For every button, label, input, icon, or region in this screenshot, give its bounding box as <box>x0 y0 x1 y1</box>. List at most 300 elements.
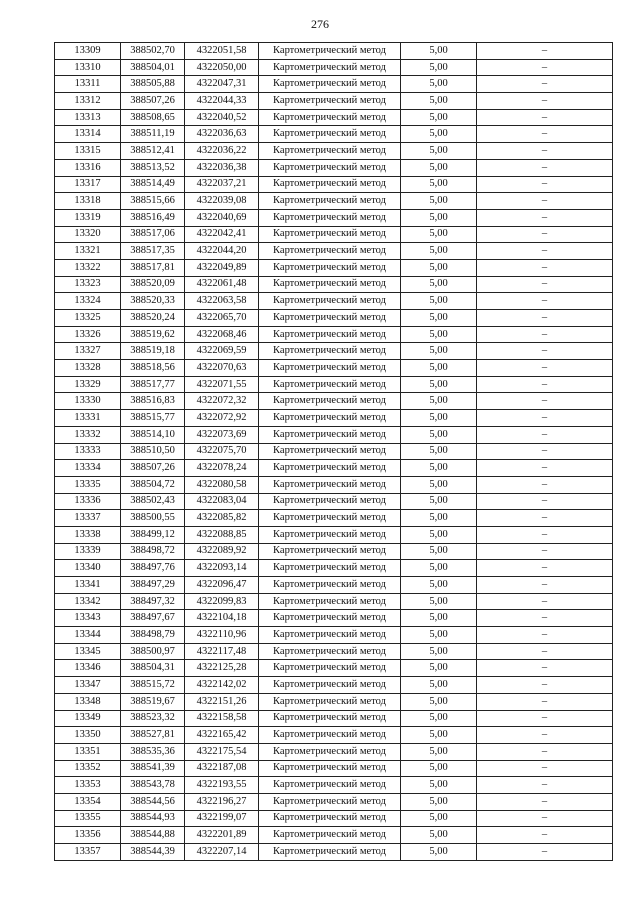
y-coordinate-cell: 4322073,69 <box>185 426 259 443</box>
accuracy-cell: 5,00 <box>401 460 477 477</box>
accuracy-cell: 5,00 <box>401 710 477 727</box>
note-cell: – <box>477 660 613 677</box>
method-cell: Картометрический метод <box>259 326 401 343</box>
point-number-cell: 13330 <box>55 393 121 410</box>
point-number-cell: 13320 <box>55 226 121 243</box>
method-cell: Картометрический метод <box>259 643 401 660</box>
point-number-cell: 13328 <box>55 360 121 377</box>
note-cell: – <box>477 259 613 276</box>
y-coordinate-cell: 4322207,14 <box>185 844 259 861</box>
table-row <box>55 209 613 226</box>
point-number-cell: 13357 <box>55 844 121 861</box>
table-row <box>55 293 613 310</box>
method-cell: Картометрический метод <box>259 677 401 694</box>
x-coordinate-cell: 388515,72 <box>121 677 185 694</box>
method-cell: Картометрический метод <box>259 143 401 160</box>
accuracy-cell: 5,00 <box>401 777 477 794</box>
table-row <box>55 243 613 260</box>
y-coordinate-cell: 4322039,08 <box>185 193 259 210</box>
table-row <box>55 193 613 210</box>
note-cell: – <box>477 176 613 193</box>
accuracy-cell: 5,00 <box>401 176 477 193</box>
x-coordinate-cell: 388514,49 <box>121 176 185 193</box>
table-row <box>55 610 613 627</box>
method-cell: Картометрический метод <box>259 376 401 393</box>
method-cell: Картометрический метод <box>259 844 401 861</box>
x-coordinate-cell: 388519,67 <box>121 693 185 710</box>
note-cell: – <box>477 126 613 143</box>
method-cell: Картометрический метод <box>259 827 401 844</box>
table-row <box>55 543 613 560</box>
table-row <box>55 743 613 760</box>
accuracy-cell: 5,00 <box>401 276 477 293</box>
accuracy-cell: 5,00 <box>401 310 477 327</box>
x-coordinate-cell: 388520,24 <box>121 310 185 327</box>
table-row <box>55 410 613 427</box>
y-coordinate-cell: 4322125,28 <box>185 660 259 677</box>
x-coordinate-cell: 388516,83 <box>121 393 185 410</box>
accuracy-cell: 5,00 <box>401 793 477 810</box>
accuracy-cell: 5,00 <box>401 76 477 93</box>
accuracy-cell: 5,00 <box>401 143 477 160</box>
y-coordinate-cell: 4322175,54 <box>185 743 259 760</box>
y-coordinate-cell: 4322040,52 <box>185 109 259 126</box>
y-coordinate-cell: 4322083,04 <box>185 493 259 510</box>
table-row <box>55 126 613 143</box>
accuracy-cell: 5,00 <box>401 660 477 677</box>
method-cell: Картометрический метод <box>259 760 401 777</box>
accuracy-cell: 5,00 <box>401 727 477 744</box>
note-cell: – <box>477 593 613 610</box>
y-coordinate-cell: 4322165,42 <box>185 727 259 744</box>
point-number-cell: 13323 <box>55 276 121 293</box>
accuracy-cell: 5,00 <box>401 326 477 343</box>
table-row <box>55 393 613 410</box>
x-coordinate-cell: 388520,09 <box>121 276 185 293</box>
note-cell: – <box>477 326 613 343</box>
x-coordinate-cell: 388543,78 <box>121 777 185 794</box>
accuracy-cell: 5,00 <box>401 827 477 844</box>
y-coordinate-cell: 4322093,14 <box>185 560 259 577</box>
y-coordinate-cell: 4322193,55 <box>185 777 259 794</box>
method-cell: Картометрический метод <box>259 727 401 744</box>
point-number-cell: 13349 <box>55 710 121 727</box>
point-number-cell: 13339 <box>55 543 121 560</box>
x-coordinate-cell: 388519,18 <box>121 343 185 360</box>
point-number-cell: 13336 <box>55 493 121 510</box>
x-coordinate-cell: 388507,26 <box>121 460 185 477</box>
note-cell: – <box>477 343 613 360</box>
note-cell: – <box>477 159 613 176</box>
table-row <box>55 727 613 744</box>
point-number-cell: 13321 <box>55 243 121 260</box>
x-coordinate-cell: 388520,33 <box>121 293 185 310</box>
table-row <box>55 159 613 176</box>
note-cell: – <box>477 76 613 93</box>
x-coordinate-cell: 388500,97 <box>121 643 185 660</box>
y-coordinate-cell: 4322104,18 <box>185 610 259 627</box>
table-row <box>55 643 613 660</box>
accuracy-cell: 5,00 <box>401 426 477 443</box>
x-coordinate-cell: 388517,81 <box>121 259 185 276</box>
accuracy-cell: 5,00 <box>401 810 477 827</box>
table-row <box>55 443 613 460</box>
point-number-cell: 13344 <box>55 627 121 644</box>
point-number-cell: 13335 <box>55 476 121 493</box>
point-number-cell: 13341 <box>55 577 121 594</box>
accuracy-cell: 5,00 <box>401 693 477 710</box>
method-cell: Картометрический метод <box>259 343 401 360</box>
accuracy-cell: 5,00 <box>401 243 477 260</box>
note-cell: – <box>477 59 613 76</box>
accuracy-cell: 5,00 <box>401 510 477 527</box>
page-number: 276 <box>311 17 329 31</box>
table-row <box>55 827 613 844</box>
point-number-cell: 13315 <box>55 143 121 160</box>
table-row <box>55 710 613 727</box>
table-row <box>55 526 613 543</box>
table-row <box>55 226 613 243</box>
x-coordinate-cell: 388517,06 <box>121 226 185 243</box>
x-coordinate-cell: 388527,81 <box>121 727 185 744</box>
x-coordinate-cell: 388502,70 <box>121 43 185 60</box>
accuracy-cell: 5,00 <box>401 760 477 777</box>
x-coordinate-cell: 388516,49 <box>121 209 185 226</box>
accuracy-cell: 5,00 <box>401 643 477 660</box>
note-cell: – <box>477 310 613 327</box>
y-coordinate-cell: 4322036,38 <box>185 159 259 176</box>
point-number-cell: 13331 <box>55 410 121 427</box>
point-number-cell: 13314 <box>55 126 121 143</box>
x-coordinate-cell: 388504,01 <box>121 59 185 76</box>
note-cell: – <box>477 143 613 160</box>
method-cell: Картометрический метод <box>259 493 401 510</box>
table-row <box>55 259 613 276</box>
x-coordinate-cell: 388497,32 <box>121 593 185 610</box>
x-coordinate-cell: 388544,39 <box>121 844 185 861</box>
method-cell: Картометрический метод <box>259 393 401 410</box>
table-row <box>55 777 613 794</box>
note-cell: – <box>477 560 613 577</box>
table-row <box>55 577 613 594</box>
method-cell: Картометрический метод <box>259 793 401 810</box>
note-cell: – <box>477 43 613 60</box>
note-cell: – <box>477 793 613 810</box>
x-coordinate-cell: 388498,79 <box>121 627 185 644</box>
note-cell: – <box>477 677 613 694</box>
table-row <box>55 593 613 610</box>
y-coordinate-cell: 4322088,85 <box>185 526 259 543</box>
x-coordinate-cell: 388508,65 <box>121 109 185 126</box>
method-cell: Картометрический метод <box>259 510 401 527</box>
note-cell: – <box>477 276 613 293</box>
x-coordinate-cell: 388511,19 <box>121 126 185 143</box>
table-row <box>55 493 613 510</box>
method-cell: Картометрический метод <box>259 43 401 60</box>
method-cell: Картометрический метод <box>259 76 401 93</box>
y-coordinate-cell: 4322072,32 <box>185 393 259 410</box>
x-coordinate-cell: 388510,50 <box>121 443 185 460</box>
x-coordinate-cell: 388504,31 <box>121 660 185 677</box>
point-number-cell: 13350 <box>55 727 121 744</box>
point-number-cell: 13352 <box>55 760 121 777</box>
method-cell: Картометрический метод <box>259 426 401 443</box>
table-row <box>55 560 613 577</box>
accuracy-cell: 5,00 <box>401 159 477 176</box>
note-cell: – <box>477 543 613 560</box>
accuracy-cell: 5,00 <box>401 226 477 243</box>
table-row <box>55 93 613 110</box>
y-coordinate-cell: 4322099,83 <box>185 593 259 610</box>
y-coordinate-cell: 4322199,07 <box>185 810 259 827</box>
y-coordinate-cell: 4322117,48 <box>185 643 259 660</box>
y-coordinate-cell: 4322050,00 <box>185 59 259 76</box>
point-number-cell: 13353 <box>55 777 121 794</box>
x-coordinate-cell: 388497,67 <box>121 610 185 627</box>
table-row <box>55 660 613 677</box>
x-coordinate-cell: 388499,12 <box>121 526 185 543</box>
method-cell: Картометрический метод <box>259 410 401 427</box>
y-coordinate-cell: 4322061,48 <box>185 276 259 293</box>
x-coordinate-cell: 388514,10 <box>121 426 185 443</box>
point-number-cell: 13332 <box>55 426 121 443</box>
y-coordinate-cell: 4322070,63 <box>185 360 259 377</box>
note-cell: – <box>477 426 613 443</box>
method-cell: Картометрический метод <box>259 577 401 594</box>
method-cell: Картометрический метод <box>259 710 401 727</box>
accuracy-cell: 5,00 <box>401 360 477 377</box>
method-cell: Картометрический метод <box>259 560 401 577</box>
x-coordinate-cell: 388512,41 <box>121 143 185 160</box>
x-coordinate-cell: 388500,55 <box>121 510 185 527</box>
method-cell: Картометрический метод <box>259 476 401 493</box>
coordinates-table <box>54 42 613 861</box>
point-number-cell: 13311 <box>55 76 121 93</box>
point-number-cell: 13324 <box>55 293 121 310</box>
point-number-cell: 13327 <box>55 343 121 360</box>
x-coordinate-cell: 388535,36 <box>121 743 185 760</box>
y-coordinate-cell: 4322187,08 <box>185 760 259 777</box>
accuracy-cell: 5,00 <box>401 627 477 644</box>
note-cell: – <box>477 526 613 543</box>
note-cell: – <box>477 710 613 727</box>
note-cell: – <box>477 510 613 527</box>
point-number-cell: 13317 <box>55 176 121 193</box>
note-cell: – <box>477 844 613 861</box>
note-cell: – <box>477 610 613 627</box>
method-cell: Картометрический метод <box>259 259 401 276</box>
table-row <box>55 844 613 861</box>
note-cell: – <box>477 827 613 844</box>
point-number-cell: 13342 <box>55 593 121 610</box>
accuracy-cell: 5,00 <box>401 43 477 60</box>
point-number-cell: 13325 <box>55 310 121 327</box>
y-coordinate-cell: 4322072,92 <box>185 410 259 427</box>
accuracy-cell: 5,00 <box>401 844 477 861</box>
table-row <box>55 793 613 810</box>
accuracy-cell: 5,00 <box>401 59 477 76</box>
x-coordinate-cell: 388519,62 <box>121 326 185 343</box>
method-cell: Картометрический метод <box>259 593 401 610</box>
accuracy-cell: 5,00 <box>401 93 477 110</box>
method-cell: Картометрический метод <box>259 93 401 110</box>
note-cell: – <box>477 743 613 760</box>
y-coordinate-cell: 4322201,89 <box>185 827 259 844</box>
table-row <box>55 510 613 527</box>
note-cell: – <box>477 293 613 310</box>
y-coordinate-cell: 4322042,41 <box>185 226 259 243</box>
y-coordinate-cell: 4322196,27 <box>185 793 259 810</box>
method-cell: Картометрический метод <box>259 810 401 827</box>
table-row <box>55 76 613 93</box>
method-cell: Картометрический метод <box>259 109 401 126</box>
note-cell: – <box>477 193 613 210</box>
accuracy-cell: 5,00 <box>401 376 477 393</box>
x-coordinate-cell: 388544,88 <box>121 827 185 844</box>
y-coordinate-cell: 4322063,58 <box>185 293 259 310</box>
table-row <box>55 376 613 393</box>
accuracy-cell: 5,00 <box>401 526 477 543</box>
point-number-cell: 13309 <box>55 43 121 60</box>
x-coordinate-cell: 388523,32 <box>121 710 185 727</box>
y-coordinate-cell: 4322089,92 <box>185 543 259 560</box>
point-number-cell: 13316 <box>55 159 121 176</box>
table-row <box>55 476 613 493</box>
point-number-cell: 13338 <box>55 526 121 543</box>
point-number-cell: 13355 <box>55 810 121 827</box>
point-number-cell: 13322 <box>55 259 121 276</box>
method-cell: Картометрический метод <box>259 777 401 794</box>
method-cell: Картометрический метод <box>259 176 401 193</box>
method-cell: Картометрический метод <box>259 126 401 143</box>
method-cell: Картометрический метод <box>259 293 401 310</box>
note-cell: – <box>477 760 613 777</box>
method-cell: Картометрический метод <box>259 276 401 293</box>
method-cell: Картометрический метод <box>259 226 401 243</box>
y-coordinate-cell: 4322085,82 <box>185 510 259 527</box>
table-row <box>55 760 613 777</box>
accuracy-cell: 5,00 <box>401 677 477 694</box>
point-number-cell: 13312 <box>55 93 121 110</box>
note-cell: – <box>477 109 613 126</box>
y-coordinate-cell: 4322110,96 <box>185 627 259 644</box>
table-row <box>55 426 613 443</box>
x-coordinate-cell: 388498,72 <box>121 543 185 560</box>
x-coordinate-cell: 388497,29 <box>121 577 185 594</box>
point-number-cell: 13310 <box>55 59 121 76</box>
table-row <box>55 693 613 710</box>
x-coordinate-cell: 388505,88 <box>121 76 185 93</box>
point-number-cell: 13337 <box>55 510 121 527</box>
point-number-cell: 13340 <box>55 560 121 577</box>
y-coordinate-cell: 4322071,55 <box>185 376 259 393</box>
method-cell: Картометрический метод <box>259 159 401 176</box>
x-coordinate-cell: 388507,26 <box>121 93 185 110</box>
note-cell: – <box>477 577 613 594</box>
table-row <box>55 627 613 644</box>
accuracy-cell: 5,00 <box>401 259 477 276</box>
y-coordinate-cell: 4322044,20 <box>185 243 259 260</box>
accuracy-cell: 5,00 <box>401 343 477 360</box>
x-coordinate-cell: 388504,72 <box>121 476 185 493</box>
note-cell: – <box>477 810 613 827</box>
table-row <box>55 143 613 160</box>
accuracy-cell: 5,00 <box>401 109 477 126</box>
x-coordinate-cell: 388517,77 <box>121 376 185 393</box>
note-cell: – <box>477 410 613 427</box>
point-number-cell: 13343 <box>55 610 121 627</box>
accuracy-cell: 5,00 <box>401 293 477 310</box>
accuracy-cell: 5,00 <box>401 743 477 760</box>
method-cell: Картометрический метод <box>259 610 401 627</box>
accuracy-cell: 5,00 <box>401 209 477 226</box>
accuracy-cell: 5,00 <box>401 493 477 510</box>
x-coordinate-cell: 388515,66 <box>121 193 185 210</box>
y-coordinate-cell: 4322068,46 <box>185 326 259 343</box>
method-cell: Картометрический метод <box>259 460 401 477</box>
accuracy-cell: 5,00 <box>401 393 477 410</box>
x-coordinate-cell: 388544,93 <box>121 810 185 827</box>
y-coordinate-cell: 4322037,21 <box>185 176 259 193</box>
x-coordinate-cell: 388541,39 <box>121 760 185 777</box>
accuracy-cell: 5,00 <box>401 443 477 460</box>
y-coordinate-cell: 4322040,69 <box>185 209 259 226</box>
point-number-cell: 13326 <box>55 326 121 343</box>
method-cell: Картометрический метод <box>259 243 401 260</box>
note-cell: – <box>477 209 613 226</box>
table-row <box>55 310 613 327</box>
accuracy-cell: 5,00 <box>401 126 477 143</box>
x-coordinate-cell: 388544,56 <box>121 793 185 810</box>
note-cell: – <box>477 493 613 510</box>
accuracy-cell: 5,00 <box>401 610 477 627</box>
note-cell: – <box>477 93 613 110</box>
table-row <box>55 343 613 360</box>
method-cell: Картометрический метод <box>259 360 401 377</box>
y-coordinate-cell: 4322158,58 <box>185 710 259 727</box>
point-number-cell: 13318 <box>55 193 121 210</box>
method-cell: Картометрический метод <box>259 743 401 760</box>
x-coordinate-cell: 388497,76 <box>121 560 185 577</box>
y-coordinate-cell: 4322142,02 <box>185 677 259 694</box>
note-cell: – <box>477 777 613 794</box>
point-number-cell: 13346 <box>55 660 121 677</box>
y-coordinate-cell: 4322080,58 <box>185 476 259 493</box>
y-coordinate-cell: 4322047,31 <box>185 76 259 93</box>
note-cell: – <box>477 376 613 393</box>
note-cell: – <box>477 727 613 744</box>
accuracy-cell: 5,00 <box>401 193 477 210</box>
point-number-cell: 13319 <box>55 209 121 226</box>
y-coordinate-cell: 4322051,58 <box>185 43 259 60</box>
point-number-cell: 13356 <box>55 827 121 844</box>
table-row <box>55 460 613 477</box>
method-cell: Картометрический метод <box>259 209 401 226</box>
accuracy-cell: 5,00 <box>401 577 477 594</box>
point-number-cell: 13348 <box>55 693 121 710</box>
point-number-cell: 13347 <box>55 677 121 694</box>
y-coordinate-cell: 4322044,33 <box>185 93 259 110</box>
table-row <box>55 360 613 377</box>
point-number-cell: 13329 <box>55 376 121 393</box>
method-cell: Картометрический метод <box>259 443 401 460</box>
note-cell: – <box>477 243 613 260</box>
accuracy-cell: 5,00 <box>401 476 477 493</box>
table-row <box>55 176 613 193</box>
point-number-cell: 13313 <box>55 109 121 126</box>
table-row <box>55 43 613 60</box>
note-cell: – <box>477 643 613 660</box>
